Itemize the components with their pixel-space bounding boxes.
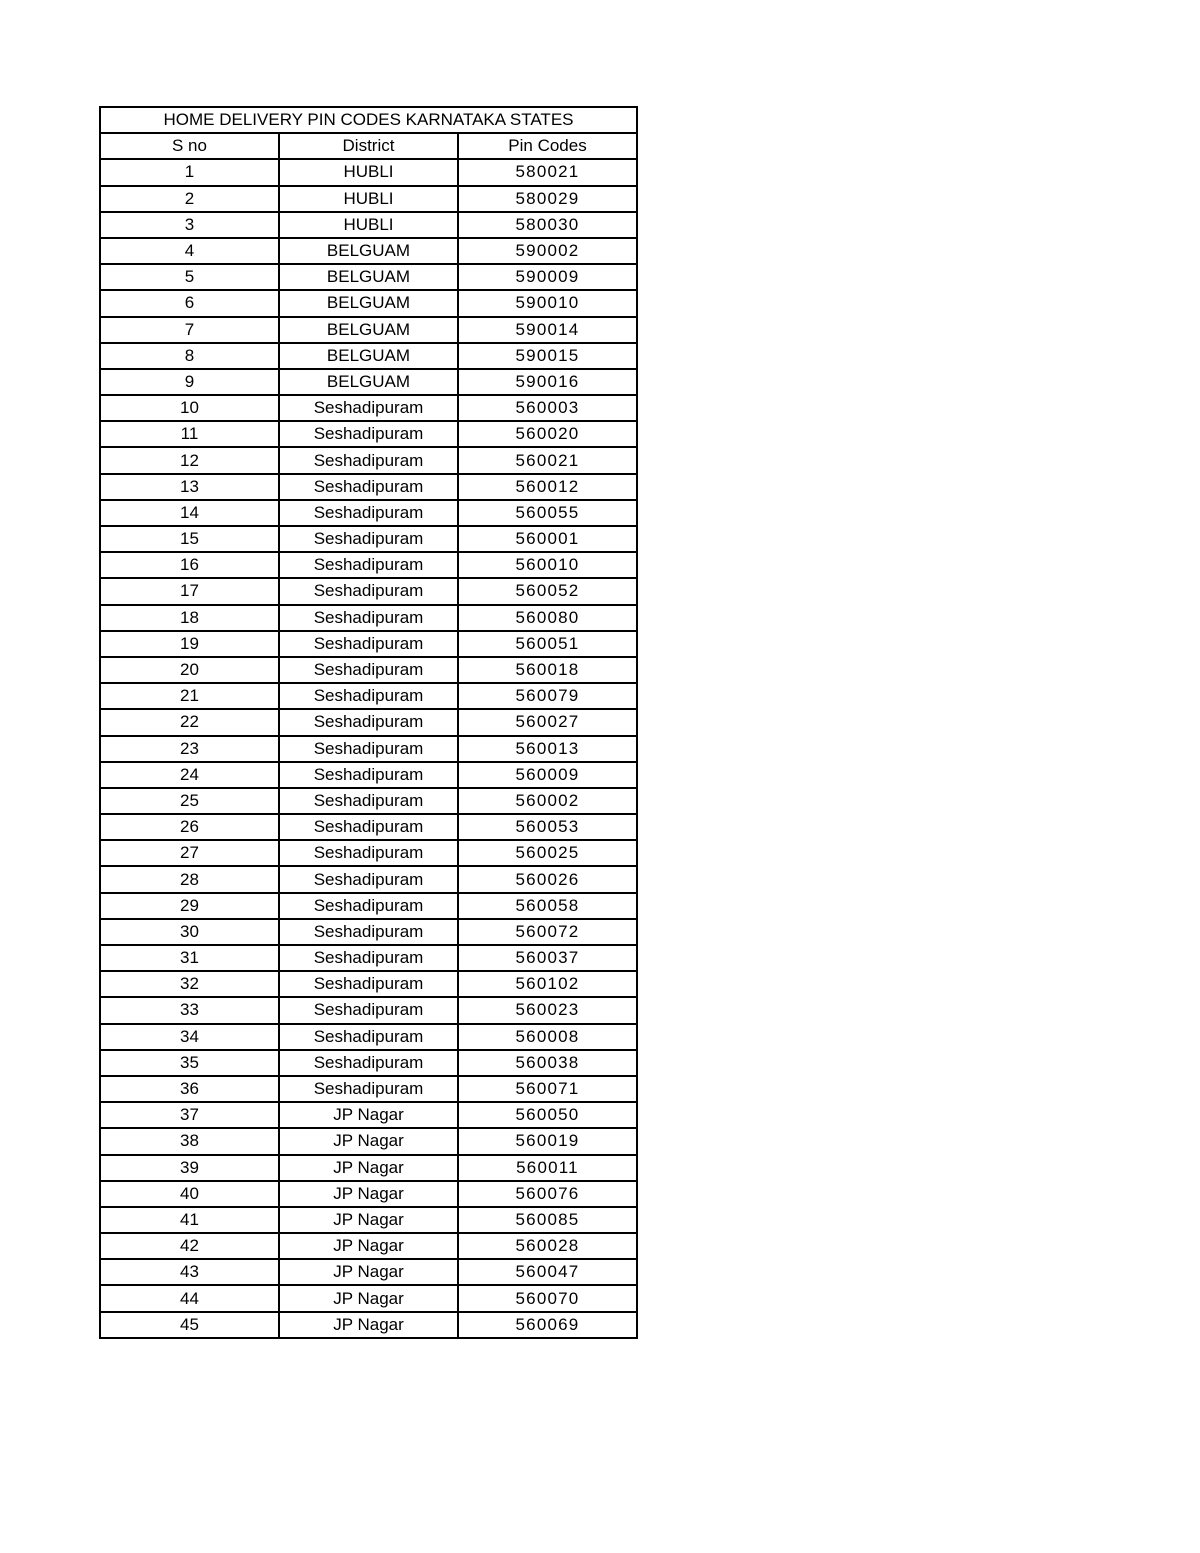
- cell-pin-code: 580021: [458, 159, 637, 185]
- table-row: [100, 238, 637, 264]
- table-body: [100, 107, 637, 1338]
- table-row: [100, 945, 637, 971]
- table-row: [100, 1233, 637, 1259]
- cell-district: Seshadipuram: [279, 997, 458, 1023]
- cell-pin-code: 560002: [458, 788, 637, 814]
- cell-sno: 8: [100, 343, 279, 369]
- cell-pin-code: 590014: [458, 317, 637, 343]
- cell-pin-code: 560026: [458, 866, 637, 892]
- cell-sno: 7: [100, 317, 279, 343]
- cell-district: Seshadipuram: [279, 709, 458, 735]
- cell-pin-code: 560003: [458, 395, 637, 421]
- cell-district: Seshadipuram: [279, 919, 458, 945]
- cell-district: Seshadipuram: [279, 395, 458, 421]
- cell-pin-code: 590002: [458, 238, 637, 264]
- cell-sno: 29: [100, 893, 279, 919]
- cell-district: JP Nagar: [279, 1102, 458, 1128]
- table-row: [100, 997, 637, 1023]
- cell-pin-code: 560070: [458, 1285, 637, 1311]
- table-row: [100, 474, 637, 500]
- cell-district: Seshadipuram: [279, 474, 458, 500]
- cell-sno: 37: [100, 1102, 279, 1128]
- cell-sno: 12: [100, 447, 279, 473]
- cell-sno: 18: [100, 605, 279, 631]
- cell-sno: 10: [100, 395, 279, 421]
- cell-sno: 43: [100, 1259, 279, 1285]
- cell-sno: 39: [100, 1155, 279, 1181]
- cell-sno: 27: [100, 840, 279, 866]
- table-row: [100, 264, 637, 290]
- table-row: [100, 500, 637, 526]
- cell-sno: 41: [100, 1207, 279, 1233]
- cell-pin-code: 560080: [458, 605, 637, 631]
- table-row: [100, 840, 637, 866]
- cell-district: Seshadipuram: [279, 500, 458, 526]
- cell-pin-code: 560102: [458, 971, 637, 997]
- cell-district: JP Nagar: [279, 1207, 458, 1233]
- cell-pin-code: 560069: [458, 1312, 637, 1338]
- cell-sno: 44: [100, 1285, 279, 1311]
- cell-pin-code: 560027: [458, 709, 637, 735]
- table-row: [100, 814, 637, 840]
- cell-sno: 9: [100, 369, 279, 395]
- table-row: [100, 1102, 637, 1128]
- cell-sno: 21: [100, 683, 279, 709]
- cell-district: Seshadipuram: [279, 788, 458, 814]
- cell-sno: 25: [100, 788, 279, 814]
- cell-district: JP Nagar: [279, 1259, 458, 1285]
- cell-sno: 15: [100, 526, 279, 552]
- cell-pin-code: 560038: [458, 1050, 637, 1076]
- table-row: [100, 1155, 637, 1181]
- cell-district: Seshadipuram: [279, 552, 458, 578]
- cell-district: Seshadipuram: [279, 631, 458, 657]
- cell-pin-code: 560023: [458, 997, 637, 1023]
- table-row: [100, 317, 637, 343]
- table-row: [100, 343, 637, 369]
- cell-pin-code: 560058: [458, 893, 637, 919]
- table-row: [100, 657, 637, 683]
- cell-sno: 32: [100, 971, 279, 997]
- cell-district: Seshadipuram: [279, 657, 458, 683]
- table-row: [100, 893, 637, 919]
- cell-pin-code: 560010: [458, 552, 637, 578]
- cell-sno: 16: [100, 552, 279, 578]
- cell-district: Seshadipuram: [279, 578, 458, 604]
- table-row: [100, 212, 637, 238]
- cell-pin-code: 560047: [458, 1259, 637, 1285]
- cell-pin-code: 560050: [458, 1102, 637, 1128]
- table-row: [100, 762, 637, 788]
- table-row: [100, 683, 637, 709]
- cell-sno: 3: [100, 212, 279, 238]
- cell-sno: 6: [100, 290, 279, 316]
- cell-pin-code: 590010: [458, 290, 637, 316]
- cell-sno: 40: [100, 1181, 279, 1207]
- table-row: [100, 866, 637, 892]
- table-row: [100, 1050, 637, 1076]
- cell-pin-code: 560055: [458, 500, 637, 526]
- cell-sno: 31: [100, 945, 279, 971]
- cell-pin-code: 560001: [458, 526, 637, 552]
- cell-pin-code: 590015: [458, 343, 637, 369]
- cell-pin-code: 560051: [458, 631, 637, 657]
- cell-sno: 23: [100, 736, 279, 762]
- cell-district: Seshadipuram: [279, 971, 458, 997]
- table-header-row: [100, 133, 637, 159]
- cell-sno: 30: [100, 919, 279, 945]
- cell-sno: 1: [100, 159, 279, 185]
- table-row: [100, 1076, 637, 1102]
- cell-district: Seshadipuram: [279, 762, 458, 788]
- cell-pin-code: 560079: [458, 683, 637, 709]
- cell-district: Seshadipuram: [279, 526, 458, 552]
- cell-sno: 5: [100, 264, 279, 290]
- table-row: [100, 526, 637, 552]
- table-row: [100, 552, 637, 578]
- table-row: [100, 578, 637, 604]
- cell-district: BELGUAM: [279, 343, 458, 369]
- cell-pin-code: 560009: [458, 762, 637, 788]
- header-district: District: [279, 133, 458, 159]
- cell-pin-code: 560018: [458, 657, 637, 683]
- cell-pin-code: 560012: [458, 474, 637, 500]
- table-row: [100, 186, 637, 212]
- table-row: [100, 605, 637, 631]
- cell-sno: 26: [100, 814, 279, 840]
- cell-pin-code: 590016: [458, 369, 637, 395]
- pin-codes-table: [99, 106, 638, 1339]
- cell-district: Seshadipuram: [279, 1024, 458, 1050]
- cell-sno: 2: [100, 186, 279, 212]
- cell-sno: 35: [100, 1050, 279, 1076]
- cell-sno: 33: [100, 997, 279, 1023]
- table-row: [100, 788, 637, 814]
- cell-district: Seshadipuram: [279, 683, 458, 709]
- cell-pin-code: 560008: [458, 1024, 637, 1050]
- header-pin-codes: Pin Codes: [458, 133, 637, 159]
- table-row: [100, 1181, 637, 1207]
- cell-district: BELGUAM: [279, 290, 458, 316]
- cell-district: BELGUAM: [279, 264, 458, 290]
- table-row: [100, 736, 637, 762]
- table-row: [100, 369, 637, 395]
- cell-sno: 20: [100, 657, 279, 683]
- cell-district: BELGUAM: [279, 238, 458, 264]
- table-row: [100, 1285, 637, 1311]
- cell-pin-code: 560021: [458, 447, 637, 473]
- table-row: [100, 447, 637, 473]
- cell-district: JP Nagar: [279, 1312, 458, 1338]
- table-title-row: [100, 107, 637, 133]
- table-row: [100, 1312, 637, 1338]
- cell-pin-code: 580029: [458, 186, 637, 212]
- cell-sno: 38: [100, 1128, 279, 1154]
- table-title: HOME DELIVERY PIN CODES KARNATAKA STATES: [100, 107, 637, 133]
- cell-district: JP Nagar: [279, 1181, 458, 1207]
- cell-district: BELGUAM: [279, 369, 458, 395]
- cell-district: HUBLI: [279, 212, 458, 238]
- table-row: [100, 971, 637, 997]
- cell-district: Seshadipuram: [279, 605, 458, 631]
- cell-sno: 45: [100, 1312, 279, 1338]
- cell-district: BELGUAM: [279, 317, 458, 343]
- table-row: [100, 1024, 637, 1050]
- cell-district: Seshadipuram: [279, 945, 458, 971]
- cell-district: HUBLI: [279, 159, 458, 185]
- table-row: [100, 1207, 637, 1233]
- table-row: [100, 709, 637, 735]
- cell-sno: 22: [100, 709, 279, 735]
- cell-pin-code: 560025: [458, 840, 637, 866]
- cell-district: Seshadipuram: [279, 1050, 458, 1076]
- cell-pin-code: 560053: [458, 814, 637, 840]
- cell-sno: 11: [100, 421, 279, 447]
- table-row: [100, 421, 637, 447]
- cell-pin-code: 560028: [458, 1233, 637, 1259]
- cell-sno: 34: [100, 1024, 279, 1050]
- cell-district: Seshadipuram: [279, 814, 458, 840]
- cell-pin-code: 560037: [458, 945, 637, 971]
- header-sno: S no: [100, 133, 279, 159]
- cell-sno: 17: [100, 578, 279, 604]
- cell-district: JP Nagar: [279, 1128, 458, 1154]
- cell-district: JP Nagar: [279, 1155, 458, 1181]
- table-row: [100, 919, 637, 945]
- cell-pin-code: 560085: [458, 1207, 637, 1233]
- cell-district: HUBLI: [279, 186, 458, 212]
- table-row: [100, 1128, 637, 1154]
- cell-sno: 14: [100, 500, 279, 526]
- cell-pin-code: 560052: [458, 578, 637, 604]
- cell-pin-code: 560013: [458, 736, 637, 762]
- cell-district: JP Nagar: [279, 1233, 458, 1259]
- cell-pin-code: 560011: [458, 1155, 637, 1181]
- cell-sno: 28: [100, 866, 279, 892]
- cell-pin-code: 560019: [458, 1128, 637, 1154]
- table-row: [100, 631, 637, 657]
- cell-sno: 4: [100, 238, 279, 264]
- cell-district: Seshadipuram: [279, 1076, 458, 1102]
- cell-sno: 19: [100, 631, 279, 657]
- table-row: [100, 395, 637, 421]
- cell-district: Seshadipuram: [279, 893, 458, 919]
- cell-pin-code: 590009: [458, 264, 637, 290]
- cell-pin-code: 560076: [458, 1181, 637, 1207]
- cell-pin-code: 560071: [458, 1076, 637, 1102]
- cell-sno: 36: [100, 1076, 279, 1102]
- cell-district: Seshadipuram: [279, 866, 458, 892]
- cell-district: Seshadipuram: [279, 736, 458, 762]
- cell-district: Seshadipuram: [279, 421, 458, 447]
- cell-pin-code: 560020: [458, 421, 637, 447]
- cell-sno: 24: [100, 762, 279, 788]
- cell-pin-code: 560072: [458, 919, 637, 945]
- table-row: [100, 290, 637, 316]
- table-row: [100, 1259, 637, 1285]
- cell-pin-code: 580030: [458, 212, 637, 238]
- table-row: [100, 159, 637, 185]
- cell-district: Seshadipuram: [279, 840, 458, 866]
- cell-sno: 42: [100, 1233, 279, 1259]
- cell-district: JP Nagar: [279, 1285, 458, 1311]
- cell-sno: 13: [100, 474, 279, 500]
- cell-district: Seshadipuram: [279, 447, 458, 473]
